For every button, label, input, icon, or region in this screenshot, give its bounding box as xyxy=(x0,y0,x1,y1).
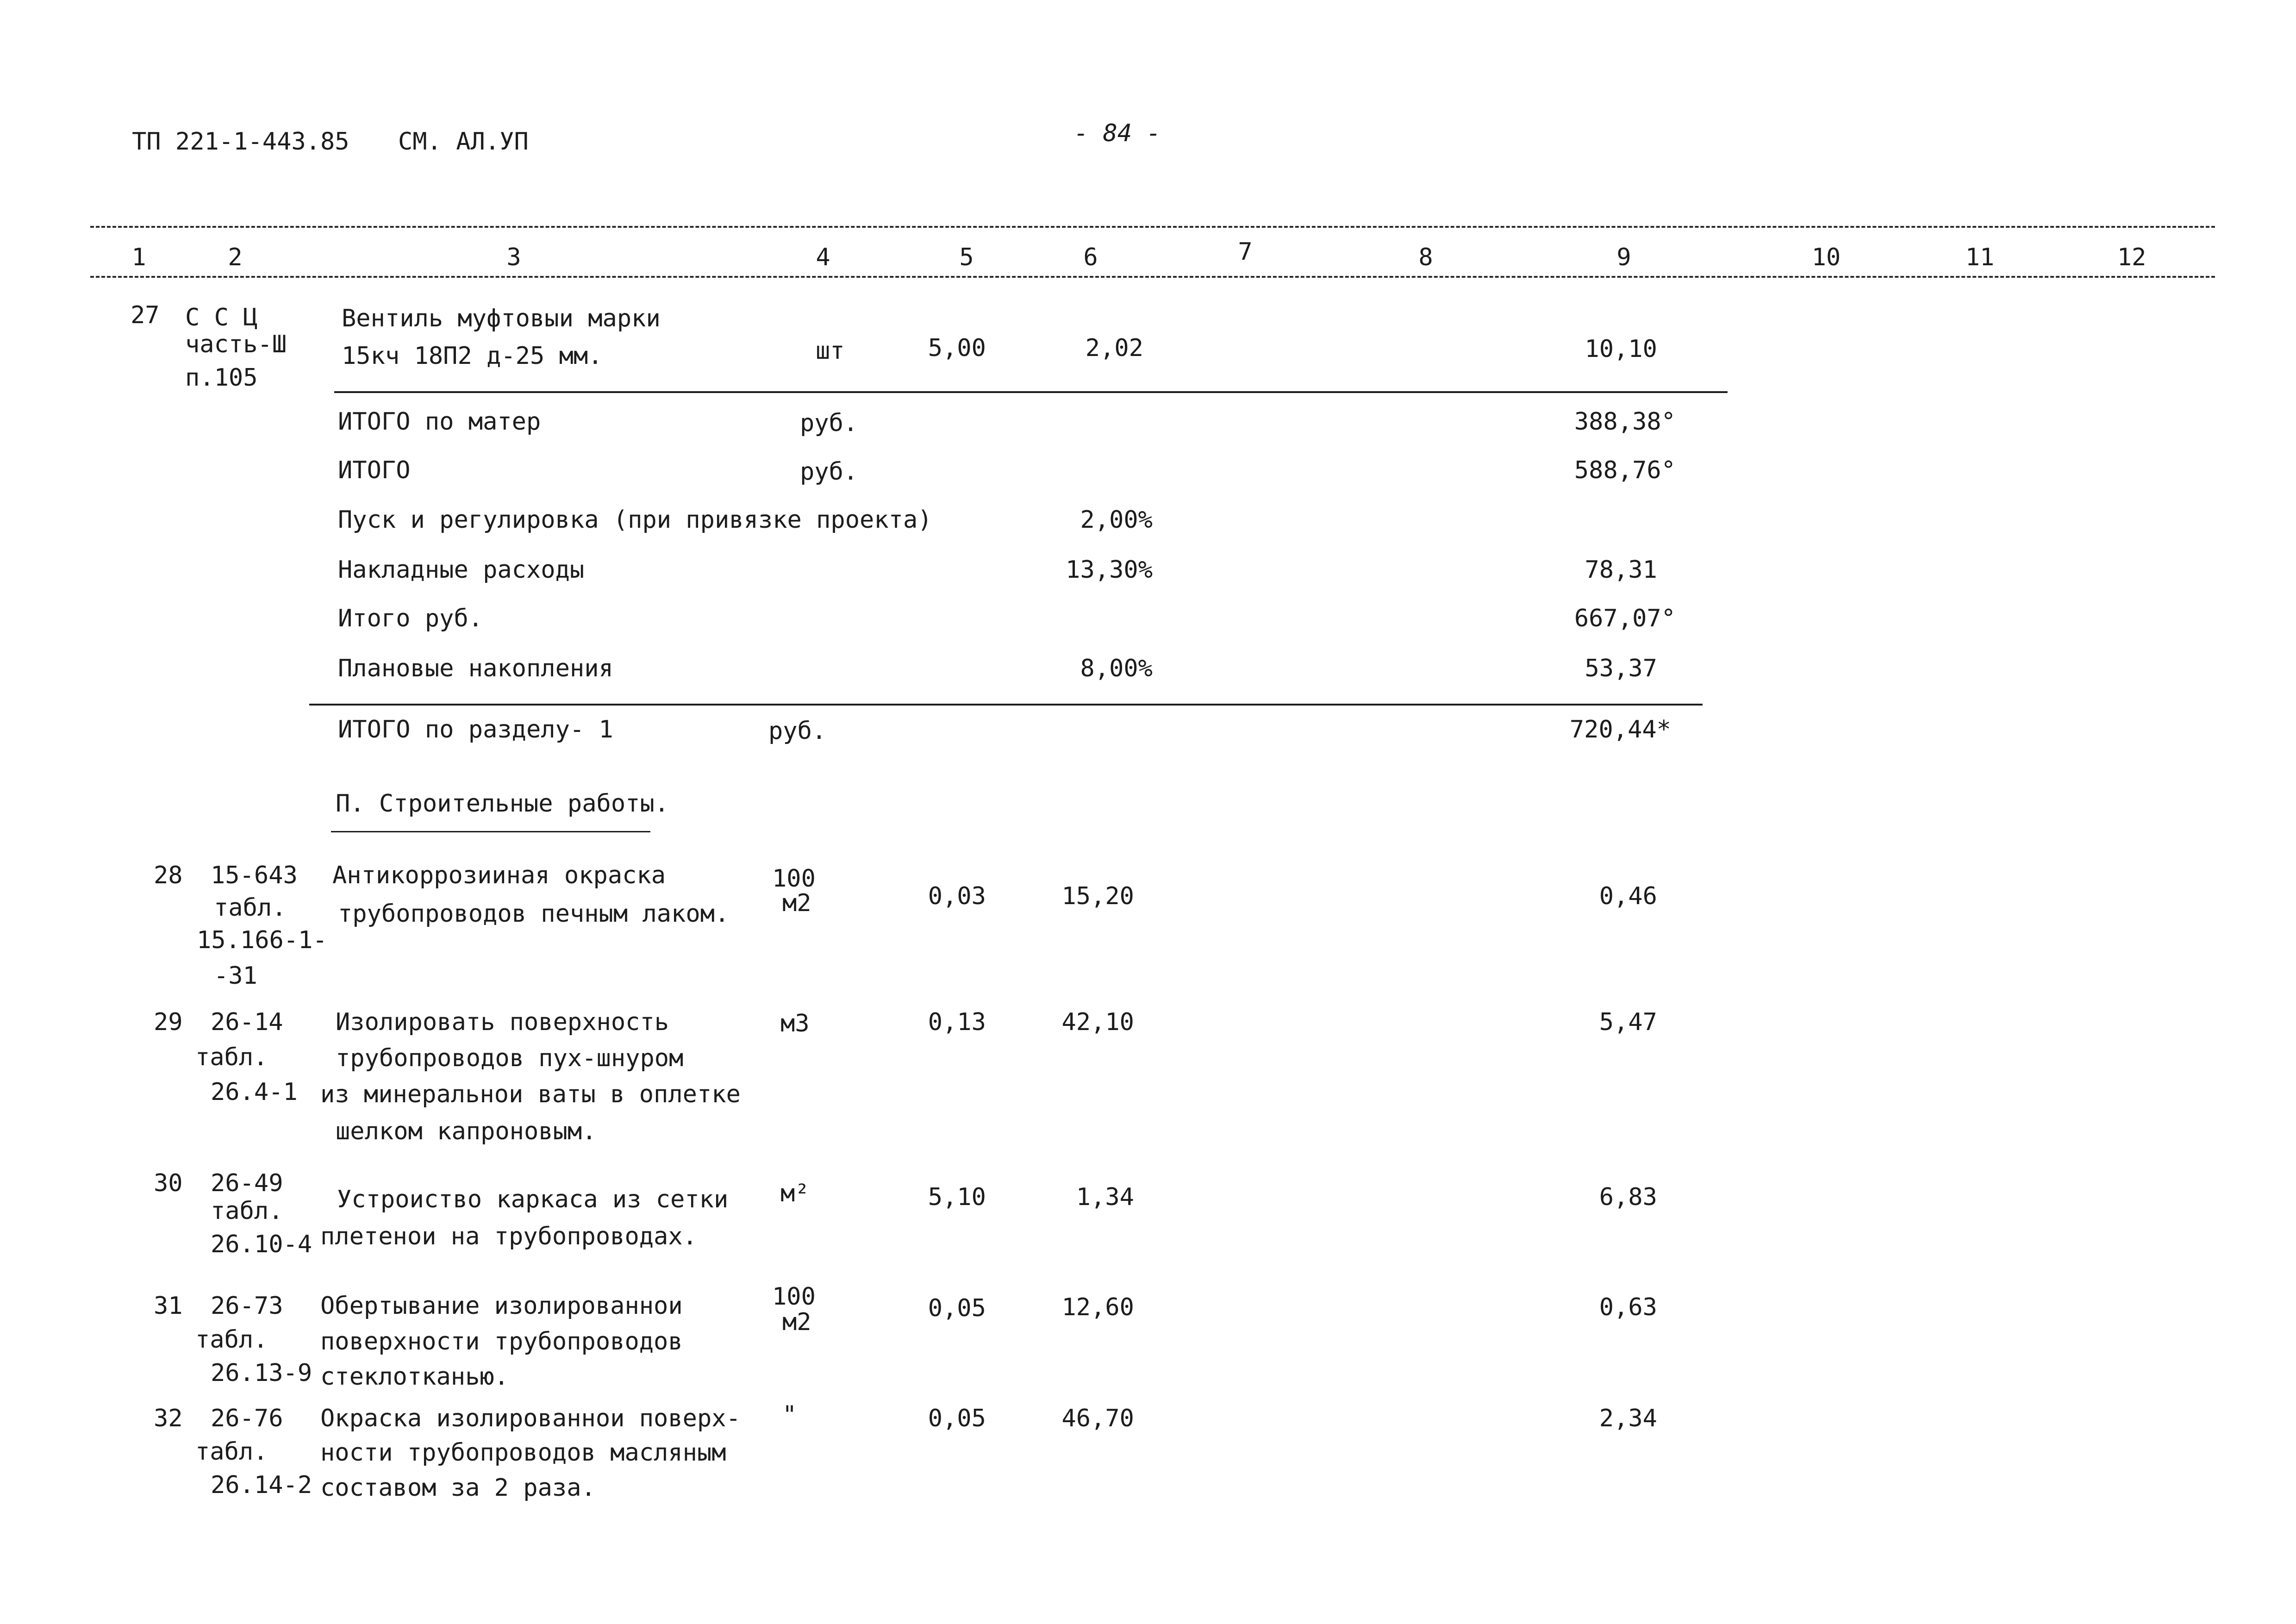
row-unit: м² xyxy=(780,1180,810,1207)
row-description: трубопроводов печным лаком. xyxy=(338,900,730,928)
row-description: плетенои на трубопроводах. xyxy=(320,1223,697,1250)
section-total-unit: руб. xyxy=(768,717,827,745)
row-description: стеклотканью. xyxy=(320,1363,509,1391)
row-total: 2,34 xyxy=(1599,1405,1657,1432)
row-quantity: 5,00 xyxy=(928,334,986,362)
column-number: 5 xyxy=(959,244,974,271)
summary-rate: 8,00% xyxy=(1080,655,1153,682)
row-code: табл. xyxy=(195,1438,268,1466)
page-number: - 84 - xyxy=(1074,119,1161,147)
row-unit: 100 xyxy=(772,865,816,893)
summary-label: Пуск и регулировка (при привязке проекта) xyxy=(338,506,932,534)
column-number: 9 xyxy=(1616,244,1631,271)
doc-code: ТП 221-1-443.85 xyxy=(132,128,349,156)
row-quantity: 0,03 xyxy=(928,882,986,910)
row-unit-price: 1,34 xyxy=(1076,1183,1134,1211)
row-code: п.105 xyxy=(185,364,258,392)
row-unit: м2 xyxy=(782,889,811,917)
row-number: 30 xyxy=(154,1169,183,1197)
row-total: 0,46 xyxy=(1599,882,1657,910)
row-code: табл. xyxy=(195,1326,268,1354)
row-code: 26-49 xyxy=(211,1169,283,1197)
column-number: 2 xyxy=(228,244,243,271)
row-quantity: 0,05 xyxy=(928,1294,986,1322)
row-unit: 100 xyxy=(772,1283,816,1311)
row-code: часть-Ш xyxy=(185,331,287,358)
column-number: 3 xyxy=(506,244,521,271)
summary-label: Плановые накопления xyxy=(338,655,613,682)
row-code: 26-73 xyxy=(211,1292,283,1320)
row-code: 15.166-1- xyxy=(197,926,327,954)
section-title-underline xyxy=(331,831,650,832)
column-number: 7 xyxy=(1238,238,1253,266)
summary-rate: 13,30% xyxy=(1066,556,1153,584)
row-description: Устроиство каркаса из сетки xyxy=(337,1186,729,1213)
summary-underline xyxy=(309,704,1703,706)
row-description: Изолировать поверхность xyxy=(336,1008,669,1036)
row-code: табл. xyxy=(195,1043,268,1071)
row-unit: м2 xyxy=(782,1308,811,1336)
row-unit: м3 xyxy=(780,1010,810,1037)
row-number: 27 xyxy=(131,301,160,329)
row-code: 26.10-4 xyxy=(211,1230,312,1258)
table-header-bottom-rule xyxy=(90,276,2215,278)
row-code: 26-76 xyxy=(211,1405,283,1432)
row-code: 26-14 xyxy=(211,1008,283,1036)
row-description: шелком капроновым. xyxy=(336,1118,597,1145)
row-number: 29 xyxy=(154,1008,183,1036)
summary-label: Накладные расходы xyxy=(338,556,585,584)
summary-total: 78,31 xyxy=(1585,556,1657,584)
row-unit-price: 15,20 xyxy=(1061,882,1134,910)
row-description: из минеральнои ваты в оплетке xyxy=(320,1081,741,1108)
sheet-reference: СМ. АЛ.УП xyxy=(398,128,529,156)
row-description: 15кч 18П2 д-25 мм. xyxy=(342,342,603,370)
row-quantity: 0,13 xyxy=(928,1008,986,1036)
row-description: составом за 2 раза. xyxy=(320,1474,596,1502)
section-total-value: 720,44* xyxy=(1569,716,1671,743)
section-title: П. Строительные работы. xyxy=(336,790,669,818)
summary-total: 667,07° xyxy=(1574,605,1676,632)
summary-unit: руб. xyxy=(800,458,858,486)
row-total: 10,10 xyxy=(1585,335,1657,363)
row-total: 6,83 xyxy=(1599,1183,1657,1211)
summary-total: 388,38° xyxy=(1574,408,1676,436)
column-number: 4 xyxy=(816,244,830,271)
row-quantity: 5,10 xyxy=(928,1183,986,1211)
row-code: 26.4-1 xyxy=(211,1078,298,1106)
row-description: Обертывание изолированнои xyxy=(320,1292,683,1320)
row-number: 31 xyxy=(154,1292,183,1320)
row-code: С С Ц xyxy=(185,304,258,331)
summary-label: ИТОГО xyxy=(338,456,411,484)
summary-label: ИТОГО по матер xyxy=(338,408,541,436)
row-description: трубопроводов пух-шнуром xyxy=(336,1044,684,1072)
row-total: 0,63 xyxy=(1599,1293,1657,1321)
column-number: 11 xyxy=(1965,244,1995,271)
column-number: 6 xyxy=(1083,244,1098,271)
summary-rate: 2,00% xyxy=(1080,506,1153,534)
table-top-rule xyxy=(90,226,2215,228)
row-description: Вентиль муфтовыи марки xyxy=(342,305,661,332)
column-number: 1 xyxy=(131,244,146,271)
row-unit-price: 46,70 xyxy=(1061,1405,1134,1432)
column-number: 10 xyxy=(1811,244,1841,271)
row-27-underline xyxy=(334,391,1728,393)
row-code: табл. xyxy=(211,1197,283,1225)
summary-total: 53,37 xyxy=(1585,655,1657,682)
summary-label: Итого руб. xyxy=(338,605,483,632)
column-number: 8 xyxy=(1418,244,1433,271)
row-description: Окраска изолированнои поверх- xyxy=(320,1405,741,1432)
row-unit: шт xyxy=(816,337,845,365)
row-number: 28 xyxy=(154,862,183,889)
row-description: ности трубопроводов масляным xyxy=(320,1439,726,1467)
row-unit-price: 12,60 xyxy=(1061,1293,1134,1321)
summary-total: 588,76° xyxy=(1574,456,1676,484)
row-unit: " xyxy=(782,1401,797,1429)
row-description: Антикоррозииная окраска xyxy=(332,862,666,889)
row-number: 32 xyxy=(154,1405,183,1432)
row-code: 26.14-2 xyxy=(211,1471,312,1499)
row-code: табл. xyxy=(214,894,287,922)
row-code: -31 xyxy=(214,962,257,990)
row-unit-price: 42,10 xyxy=(1061,1008,1134,1036)
row-total: 5,47 xyxy=(1599,1008,1657,1036)
row-description: поверхности трубопроводов xyxy=(320,1328,683,1355)
row-unit-price: 2,02 xyxy=(1085,334,1143,362)
section-total-label: ИТОГО по разделу- 1 xyxy=(338,716,613,743)
summary-unit: руб. xyxy=(800,409,858,437)
row-code: 15-643 xyxy=(211,862,298,889)
row-quantity: 0,05 xyxy=(928,1405,986,1432)
column-number: 12 xyxy=(2117,244,2146,271)
row-code: 26.13-9 xyxy=(211,1359,312,1387)
